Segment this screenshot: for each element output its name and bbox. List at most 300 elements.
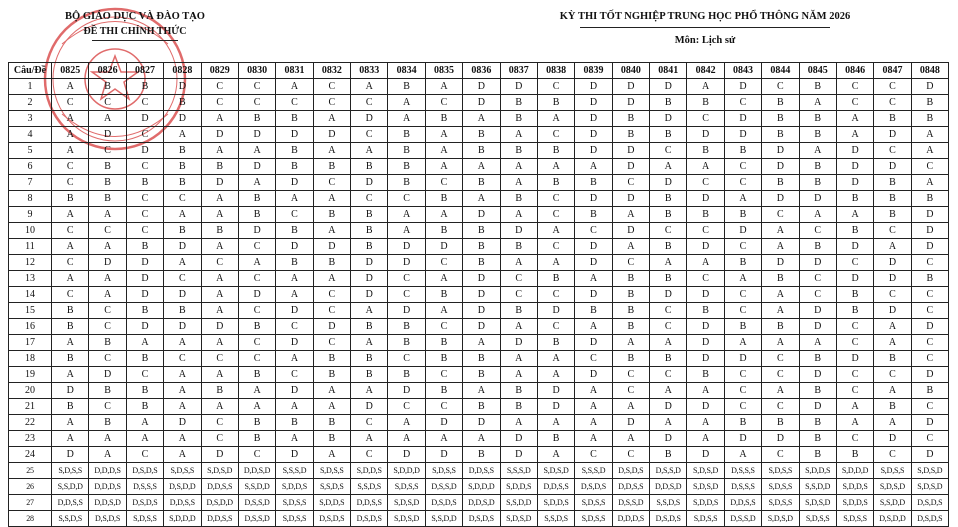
answer-cell: A [425, 207, 462, 223]
answer-cell: B [313, 367, 350, 383]
answer-cell: S,D,S,D [687, 463, 724, 479]
answer-cell: A [351, 335, 388, 351]
answer-cell: B [762, 415, 799, 431]
answer-cell: C [724, 383, 761, 399]
answer-cell: B [612, 127, 649, 143]
answer-cell: A [575, 159, 612, 175]
answer-cell: D,S,D,D [201, 495, 238, 511]
answer-cell: C [537, 79, 574, 95]
answer-cell: B [911, 111, 948, 127]
answer-cell: S,S,D,D [425, 511, 462, 527]
answer-cell: C [874, 287, 911, 303]
exam-code-header: 0828 [164, 63, 201, 79]
answer-cell: S,S,D,S [537, 511, 574, 527]
answer-cell: C [575, 351, 612, 367]
answer-cell: B [313, 159, 350, 175]
answer-cell: S,D,S,D [537, 463, 574, 479]
answer-cell: D [874, 431, 911, 447]
answer-cell: D,S,D,S [612, 463, 649, 479]
answer-cell: D [463, 415, 500, 431]
answer-cell: A [238, 255, 275, 271]
answer-cell: A [201, 239, 238, 255]
answer-cell: C [724, 159, 761, 175]
answer-cell: A [463, 159, 500, 175]
answer-cell: B [52, 351, 89, 367]
answer-cell: A [799, 335, 836, 351]
answer-cell: A [201, 367, 238, 383]
answer-cell: D [724, 127, 761, 143]
table-header-row [9, 63, 949, 79]
answer-cell: C [52, 95, 89, 111]
answer-cell: C [126, 367, 163, 383]
answer-cell: C [126, 95, 163, 111]
answer-cell: A [313, 223, 350, 239]
answer-cell: B [612, 351, 649, 367]
question-number: 9 [9, 207, 52, 223]
answer-cell: S,D,D,S [276, 479, 313, 495]
answer-cell: D [351, 255, 388, 271]
answer-cell: C [238, 303, 275, 319]
answer-cell: A [874, 415, 911, 431]
answer-cell: B [724, 207, 761, 223]
table-row [9, 495, 949, 511]
answer-cell: D [799, 367, 836, 383]
answer-cell: C [537, 319, 574, 335]
answer-cell: D,S,D,S [575, 479, 612, 495]
answer-cell: A [276, 191, 313, 207]
answer-cell: S,D,S,S [388, 479, 425, 495]
answer-cell: A [164, 367, 201, 383]
answer-cell: A [89, 207, 126, 223]
answer-cell: S,D,S,S [799, 511, 836, 527]
table-row [9, 191, 949, 207]
answer-cell: A [911, 143, 948, 159]
answer-cell: D,S,S,D [612, 495, 649, 511]
table-row [9, 335, 949, 351]
answer-cell: D,S,D,D [874, 511, 911, 527]
answer-cell: C [537, 239, 574, 255]
answer-cell: B [799, 159, 836, 175]
answer-cell: D [313, 319, 350, 335]
answer-cell: D [687, 287, 724, 303]
answer-cell: C [351, 95, 388, 111]
answer-cell: A [724, 447, 761, 463]
answer-cell: A [425, 303, 462, 319]
answer-cell: C [762, 79, 799, 95]
answer-cell: C [52, 287, 89, 303]
answer-cell: C [238, 79, 275, 95]
answer-cell: A [313, 271, 350, 287]
answer-cell: A [89, 239, 126, 255]
answer-cell: D [874, 127, 911, 143]
answer-cell: B [463, 127, 500, 143]
answer-cell: D [612, 79, 649, 95]
answer-cell: C [911, 255, 948, 271]
answer-cell: S,D,S,S [762, 463, 799, 479]
answer-cell: D [276, 303, 313, 319]
answer-cell: A [52, 415, 89, 431]
answer-cell: D,D,D,S [89, 463, 126, 479]
answer-cell: C [724, 287, 761, 303]
answer-key-table [8, 62, 949, 527]
answer-cell: D [911, 207, 948, 223]
answer-cell: A [52, 207, 89, 223]
answer-cell: D [836, 159, 873, 175]
answer-cell: B [463, 255, 500, 271]
question-number: 15 [9, 303, 52, 319]
answer-cell: C [537, 191, 574, 207]
answer-cell: A [388, 431, 425, 447]
answer-cell: A [463, 191, 500, 207]
question-number: 28 [9, 511, 52, 527]
answer-cell: D [799, 303, 836, 319]
answer-cell: B [238, 367, 275, 383]
answer-cell: S,S,D,D [874, 495, 911, 511]
answer-cell: C [612, 447, 649, 463]
answer-cell: D [762, 159, 799, 175]
answer-cell: C [687, 175, 724, 191]
answer-cell: C [52, 223, 89, 239]
answer-cell: D,D,S,S [724, 495, 761, 511]
answer-cell: C [537, 287, 574, 303]
answer-cell: B [836, 287, 873, 303]
answer-cell: B [276, 415, 313, 431]
answer-cell: C [575, 223, 612, 239]
table-row [9, 367, 949, 383]
answer-cell: C [89, 303, 126, 319]
answer-cell: D [500, 431, 537, 447]
answer-cell: D [724, 351, 761, 367]
answer-cell: S,D,S,D [911, 479, 948, 495]
answer-cell: A [874, 335, 911, 351]
answer-cell: D [89, 367, 126, 383]
answer-cell: B [52, 319, 89, 335]
answer-cell: A [201, 111, 238, 127]
answer-cell: B [911, 271, 948, 287]
table-row [9, 287, 949, 303]
answer-cell: D [463, 319, 500, 335]
answer-cell: A [500, 319, 537, 335]
answer-cell: C [351, 447, 388, 463]
answer-cell: B [425, 111, 462, 127]
answer-cell: C [126, 127, 163, 143]
answer-cell: B [164, 159, 201, 175]
answer-cell: S,D,S,D [799, 495, 836, 511]
answer-cell: A [537, 223, 574, 239]
answer-cell: D [126, 287, 163, 303]
answer-cell: D [388, 255, 425, 271]
answer-cell: B [650, 447, 687, 463]
answer-cell: S,S,D,S [313, 479, 350, 495]
answer-cell: S,D,S,D [388, 495, 425, 511]
answer-cell: C [650, 143, 687, 159]
answer-cell: D [836, 271, 873, 287]
answer-cell: D [874, 159, 911, 175]
answer-cell: B [537, 175, 574, 191]
table-row [9, 207, 949, 223]
answer-cell: D [612, 223, 649, 239]
answer-cell: S,D,S,S [762, 479, 799, 495]
answer-cell: B [201, 223, 238, 239]
answer-cell: S,S,S,D [575, 463, 612, 479]
answer-cell: B [238, 319, 275, 335]
answer-cell: S,D,S,S [126, 511, 163, 527]
header-right [520, 9, 890, 48]
answer-cell: C [762, 399, 799, 415]
exam-code-header: 0830 [238, 63, 275, 79]
answer-cell: D,S,S,S [126, 479, 163, 495]
answer-cell: B [724, 143, 761, 159]
answer-cell: B [537, 143, 574, 159]
answer-cell: S,D,S,D [874, 479, 911, 495]
answer-cell: D [126, 143, 163, 159]
answer-cell: D [762, 431, 799, 447]
answer-cell: D [276, 447, 313, 463]
answer-cell: C [836, 319, 873, 335]
answer-cell: C [911, 159, 948, 175]
answer-cell: B [874, 175, 911, 191]
answer-cell: C [52, 175, 89, 191]
answer-cell: A [425, 143, 462, 159]
answer-cell: C [836, 431, 873, 447]
exam-code-header: 0843 [724, 63, 761, 79]
answer-cell: D [836, 239, 873, 255]
answer-cell: B [762, 127, 799, 143]
answer-cell: D [612, 191, 649, 207]
answer-cell: C [201, 255, 238, 271]
answer-cell: B [164, 223, 201, 239]
answer-cell: D [537, 383, 574, 399]
answer-cell: A [425, 127, 462, 143]
answer-cell: D,S,S,D [650, 463, 687, 479]
answer-cell: A [276, 399, 313, 415]
answer-cell: D [238, 223, 275, 239]
answer-cell: A [874, 239, 911, 255]
answer-cell: B [126, 303, 163, 319]
answer-cell: S,D,S,D [201, 463, 238, 479]
answer-cell: B [276, 255, 313, 271]
answer-cell: S,D,D,D [463, 479, 500, 495]
exam-type: ĐỀ THI CHÍNH THỨC [83, 26, 187, 37]
answer-cell: C [238, 239, 275, 255]
answer-cell: C [911, 431, 948, 447]
question-number: 22 [9, 415, 52, 431]
answer-cell: D [238, 159, 275, 175]
answer-cell: B [650, 95, 687, 111]
answer-cell: B [874, 399, 911, 415]
header-right-underline [580, 27, 830, 28]
answer-cell: D [463, 207, 500, 223]
question-number: 13 [9, 271, 52, 287]
answer-cell: A [52, 79, 89, 95]
answer-cell: D [575, 111, 612, 127]
answer-cell: D [575, 287, 612, 303]
answer-cell: B [463, 351, 500, 367]
answer-cell: C [201, 431, 238, 447]
answer-cell: B [650, 351, 687, 367]
answer-cell: A [201, 287, 238, 303]
answer-cell: A [201, 143, 238, 159]
answer-cell: B [836, 303, 873, 319]
answer-cell: B [126, 383, 163, 399]
answer-cell: A [313, 447, 350, 463]
answer-cell: D [126, 319, 163, 335]
answer-cell: C [799, 223, 836, 239]
answer-cell: A [351, 143, 388, 159]
answer-cell: B [911, 95, 948, 111]
answer-cell: A [52, 367, 89, 383]
answer-cell: D [52, 383, 89, 399]
answer-cell: D [799, 399, 836, 415]
answer-cell: C [126, 191, 163, 207]
answer-cell: D [612, 95, 649, 111]
answer-cell: A [164, 127, 201, 143]
answer-cell: S,D,D,S [687, 495, 724, 511]
answer-cell: C [911, 303, 948, 319]
answer-cell: A [126, 431, 163, 447]
answer-cell: A [425, 271, 462, 287]
answer-cell: D [425, 415, 462, 431]
answer-cell: B [313, 351, 350, 367]
question-number: 11 [9, 239, 52, 255]
answer-cell: D [500, 223, 537, 239]
answer-cell: A [126, 415, 163, 431]
answer-cell: A [575, 399, 612, 415]
answer-cell: B [388, 159, 425, 175]
exam-code-header: 0847 [874, 63, 911, 79]
question-number: 8 [9, 191, 52, 207]
answer-cell: C [724, 175, 761, 191]
question-number: 12 [9, 255, 52, 271]
ministry-name: BỘ GIÁO DỤC VÀ ĐÀO TẠO [65, 11, 205, 22]
answer-cell: B [687, 367, 724, 383]
answer-cell: A [500, 415, 537, 431]
answer-cell: D,D,S,S [164, 495, 201, 511]
answer-cell: A [575, 415, 612, 431]
answer-cell: D [575, 191, 612, 207]
answer-cell: A [799, 95, 836, 111]
answer-cell: A [687, 415, 724, 431]
answer-cell: B [351, 239, 388, 255]
question-number: 19 [9, 367, 52, 383]
answer-cell: C [874, 95, 911, 111]
answer-cell: D [52, 447, 89, 463]
table-row [9, 303, 949, 319]
answer-cell: C [724, 95, 761, 111]
answer-cell: A [52, 431, 89, 447]
answer-cell: A [500, 159, 537, 175]
answer-cell: B [463, 175, 500, 191]
answer-cell: S,D,S,D [687, 479, 724, 495]
answer-cell: C [313, 175, 350, 191]
answer-cell: A [762, 335, 799, 351]
answer-cell: D,S,D,D [164, 479, 201, 495]
answer-cell: A [724, 335, 761, 351]
answer-cell: D,D,S,D [463, 495, 500, 511]
answer-cell: A [650, 159, 687, 175]
answer-cell: A [463, 111, 500, 127]
answer-cell: S,D,S,S [276, 495, 313, 511]
answer-cell: D [874, 303, 911, 319]
exam-code-header: 0827 [126, 63, 163, 79]
answer-cell: C [313, 287, 350, 303]
answer-cell: C [276, 207, 313, 223]
answer-cell: B [313, 431, 350, 447]
answer-cell: D,D,D,S [89, 479, 126, 495]
answer-cell: A [799, 207, 836, 223]
answer-cell: D,D,D,S [612, 511, 649, 527]
answer-cell: C [911, 287, 948, 303]
answer-cell: D [351, 111, 388, 127]
table-row [9, 143, 949, 159]
answer-cell: C [911, 351, 948, 367]
answer-cell: B [687, 95, 724, 111]
answer-cell: A [612, 335, 649, 351]
answer-cell: C [425, 175, 462, 191]
answer-cell: S,D,D,D [388, 463, 425, 479]
answer-cell: D [500, 447, 537, 463]
answer-cell: C [575, 447, 612, 463]
answer-cell: B [575, 207, 612, 223]
answer-cell: D [575, 239, 612, 255]
answer-cell: A [687, 255, 724, 271]
answer-cell: S,D,D,D [836, 463, 873, 479]
answer-cell: A [874, 383, 911, 399]
answer-cell: B [762, 95, 799, 111]
answer-cell: B [463, 367, 500, 383]
answer-cell: C [238, 351, 275, 367]
answer-cell: S,S,D,D [799, 479, 836, 495]
answer-cell: D [650, 287, 687, 303]
answer-cell: A [463, 431, 500, 447]
answer-cell: C [687, 223, 724, 239]
exam-code-header: 0839 [575, 63, 612, 79]
table-row [9, 95, 949, 111]
answer-cell: D,S,D,S [911, 511, 948, 527]
table-row [9, 463, 949, 479]
answer-cell: C [276, 367, 313, 383]
table-row [9, 239, 949, 255]
answer-cell: B [612, 319, 649, 335]
answer-cell: C [762, 207, 799, 223]
answer-cell: D [388, 447, 425, 463]
answer-cell: B [911, 383, 948, 399]
answer-cell: B [724, 255, 761, 271]
answer-cell: S,D,S,D [388, 511, 425, 527]
answer-cell: D [388, 383, 425, 399]
answer-cell: B [500, 111, 537, 127]
question-number: 7 [9, 175, 52, 191]
answer-cell: D [687, 127, 724, 143]
answer-cell: D [911, 319, 948, 335]
answer-cell: D [612, 415, 649, 431]
answer-cell: A [500, 207, 537, 223]
answer-cell: B [836, 447, 873, 463]
exam-code-header: 0833 [351, 63, 388, 79]
answer-cell: B [874, 207, 911, 223]
table-row [9, 159, 949, 175]
answer-cell: A [276, 351, 313, 367]
answer-cell: C [874, 447, 911, 463]
answer-cell: B [687, 303, 724, 319]
answer-cell: S,D,S,D [500, 511, 537, 527]
answer-cell: C [351, 415, 388, 431]
answer-cell: B [388, 335, 425, 351]
answer-cell: D [575, 143, 612, 159]
answer-cell: S,S,S,D [276, 463, 313, 479]
answer-cell: D [575, 335, 612, 351]
answer-cell: A [650, 415, 687, 431]
